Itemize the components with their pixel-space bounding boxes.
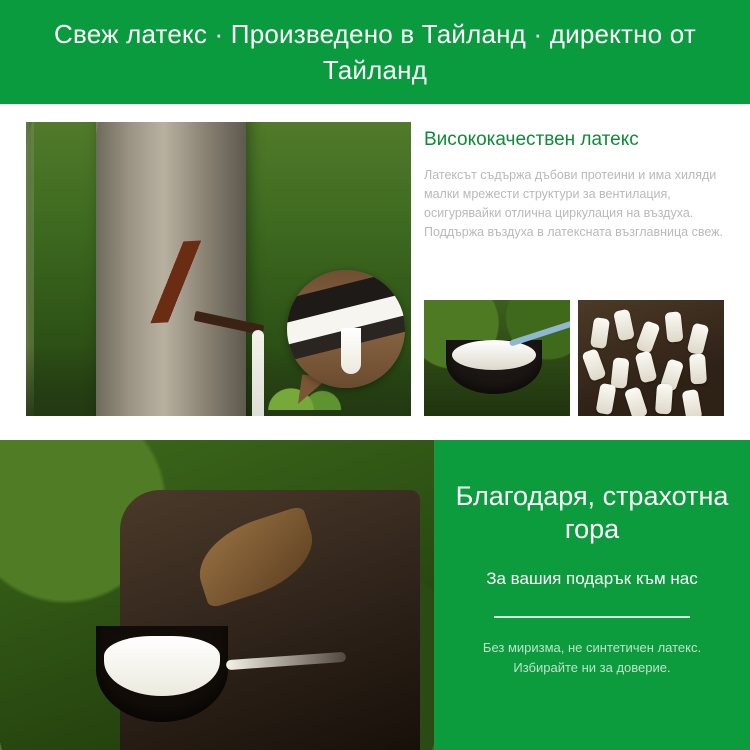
info-column	[424, 122, 724, 242]
latex-bowl-photo	[424, 300, 570, 416]
thanks-note: Без миризма, не синтетичен латекс. Избирайте ни за доверие.	[482, 640, 702, 675]
page-title: Свеж латекс · Произведено в Тайланд · директно от Тайланд	[54, 19, 696, 85]
callout-latex-drip	[341, 328, 361, 374]
latex-chunks-photo	[578, 300, 724, 416]
thanks-title: Благодаря, страхотна гора	[455, 481, 729, 544]
info-title: Висококачествен латекс	[424, 129, 639, 150]
bottom-section	[0, 440, 750, 750]
bowl-latex-liquid	[452, 340, 536, 370]
latex-collection-cup-photo	[0, 440, 434, 750]
latex-drip	[252, 330, 264, 416]
thanks-subtitle: За вашия подарък към нас	[486, 569, 698, 588]
latex-chunk	[689, 353, 707, 384]
top-section	[0, 104, 750, 440]
tapping-cut	[102, 238, 246, 325]
thanks-panel	[434, 440, 750, 750]
header-banner	[0, 0, 750, 104]
latex-chunk	[664, 311, 683, 343]
divider	[494, 616, 690, 618]
info-body: Латексът съдържа дъбови протеини и има хиляди малки мрежести структури за вентилация, осигурявайки отлична циркулация на въздуха. Поддържа въздуха в латексната възглавница свеж.	[424, 168, 723, 239]
latex-chunk	[655, 383, 673, 414]
bark-magnifier-callout	[287, 270, 405, 388]
latex-chunk	[610, 357, 629, 389]
